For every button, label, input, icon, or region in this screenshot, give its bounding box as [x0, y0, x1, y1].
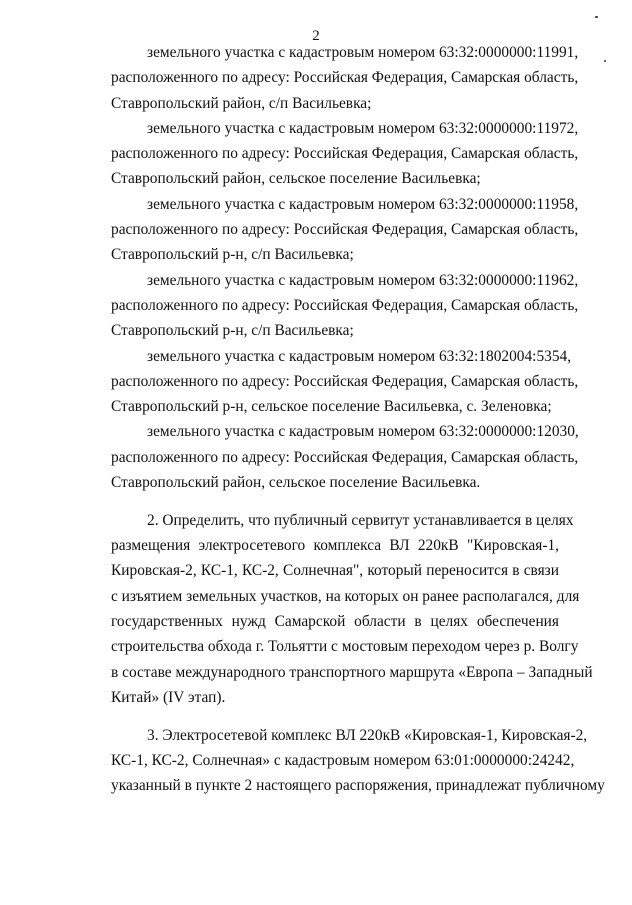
- text-line: Ставропольский район, с/п Васильевка;: [111, 94, 372, 112]
- text-line: в составе международного транспортного маршрута «Европа – Западный: [111, 663, 593, 681]
- paragraph-clause-3: [75, 723, 605, 799]
- text-line: расположенного по адресу: Российская Федерация, Самарская область,: [111, 69, 579, 87]
- text-line: расположенного по адресу: Российская Федерация, Самарская область,: [111, 221, 579, 239]
- paragraph-land-plot-11991: [75, 40, 579, 116]
- paragraph-land-plot-11972: [75, 116, 579, 192]
- paragraph-land-plot-5354: [75, 344, 579, 420]
- text-line: Ставропольский район, сельское поселение Васильевка.: [111, 474, 481, 492]
- text-line: Ставропольский р-н, сельское поселение Васильевка, с. Зеленовка;: [111, 398, 552, 416]
- text-line: земельного участка с кадастровым номером 63:32:0000000:12030,: [147, 423, 579, 441]
- paragraph-land-plot-11958: [75, 192, 579, 268]
- text-line: расположенного по адресу: Российская Федерация, Самарская область,: [111, 145, 579, 163]
- text-line: земельного участка с кадастровым номером 63:32:0000000:11991,: [147, 44, 579, 61]
- text-line: земельного участка с кадастровым номером 63:32:0000000:11972,: [147, 119, 579, 137]
- text-line: КС-1, КС-2, Солнечная» с кадастровым номером 63:01:0000000:24242,: [111, 752, 575, 770]
- paragraph-land-plot-12030: [75, 419, 579, 495]
- paragraph-clause-2: [75, 508, 593, 710]
- scan-speck: [595, 16, 598, 18]
- text-line: расположенного по адресу: Российская Федерация, Самарская область,: [111, 372, 579, 390]
- document-body: [75, 40, 605, 799]
- text-line: Кировская-2, КС-1, КС-2, Солнечная", который переносится в связи: [111, 562, 559, 580]
- paragraph-land-plot-11962: [75, 268, 579, 344]
- text-line: указанный в пункте 2 настоящего распоряжения, принадлежат публичному: [111, 777, 605, 795]
- text-line: расположенного по адресу: Российская Федерация, Самарская область,: [111, 296, 579, 314]
- text-line: размещения электросетевого комплекса ВЛ 220кВ "Кировская-1,: [111, 537, 559, 555]
- text-line: расположенного по адресу: Российская Федерация, Самарская область,: [111, 448, 579, 466]
- text-line: 3. Электросетевой комплекс ВЛ 220кВ «Кировская-1, Кировская-2,: [147, 726, 588, 744]
- text-line: государственных нужд Самарской области в целях обеспечения: [111, 613, 559, 631]
- scan-speck: [604, 60, 606, 62]
- text-line: Ставропольский р-н, с/п Васильевка;: [111, 246, 354, 264]
- text-line: с изъятием земельных участков, на которых он ранее располагался, для: [111, 587, 580, 605]
- text-line: 2. Определить, что публичный сервитут устанавливается в целях: [147, 511, 574, 529]
- text-line: Китай» (IV этап).: [111, 688, 226, 706]
- text-line: строительства обхода г. Тольятти с мостовым переходом через р. Волгу: [111, 638, 579, 656]
- text-line: земельного участка с кадастровым номером 63:32:0000000:11962,: [147, 271, 579, 289]
- text-line: земельного участка с кадастровым номером 63:32:1802004:5354,: [147, 347, 572, 365]
- text-line: земельного участка с кадастровым номером 63:32:0000000:11958,: [147, 195, 579, 213]
- page-number: 2: [312, 28, 320, 44]
- text-line: Ставропольский р-н, с/п Васильевка;: [111, 322, 354, 340]
- text-line: Ставропольский район, сельское поселение Васильевка;: [111, 170, 481, 188]
